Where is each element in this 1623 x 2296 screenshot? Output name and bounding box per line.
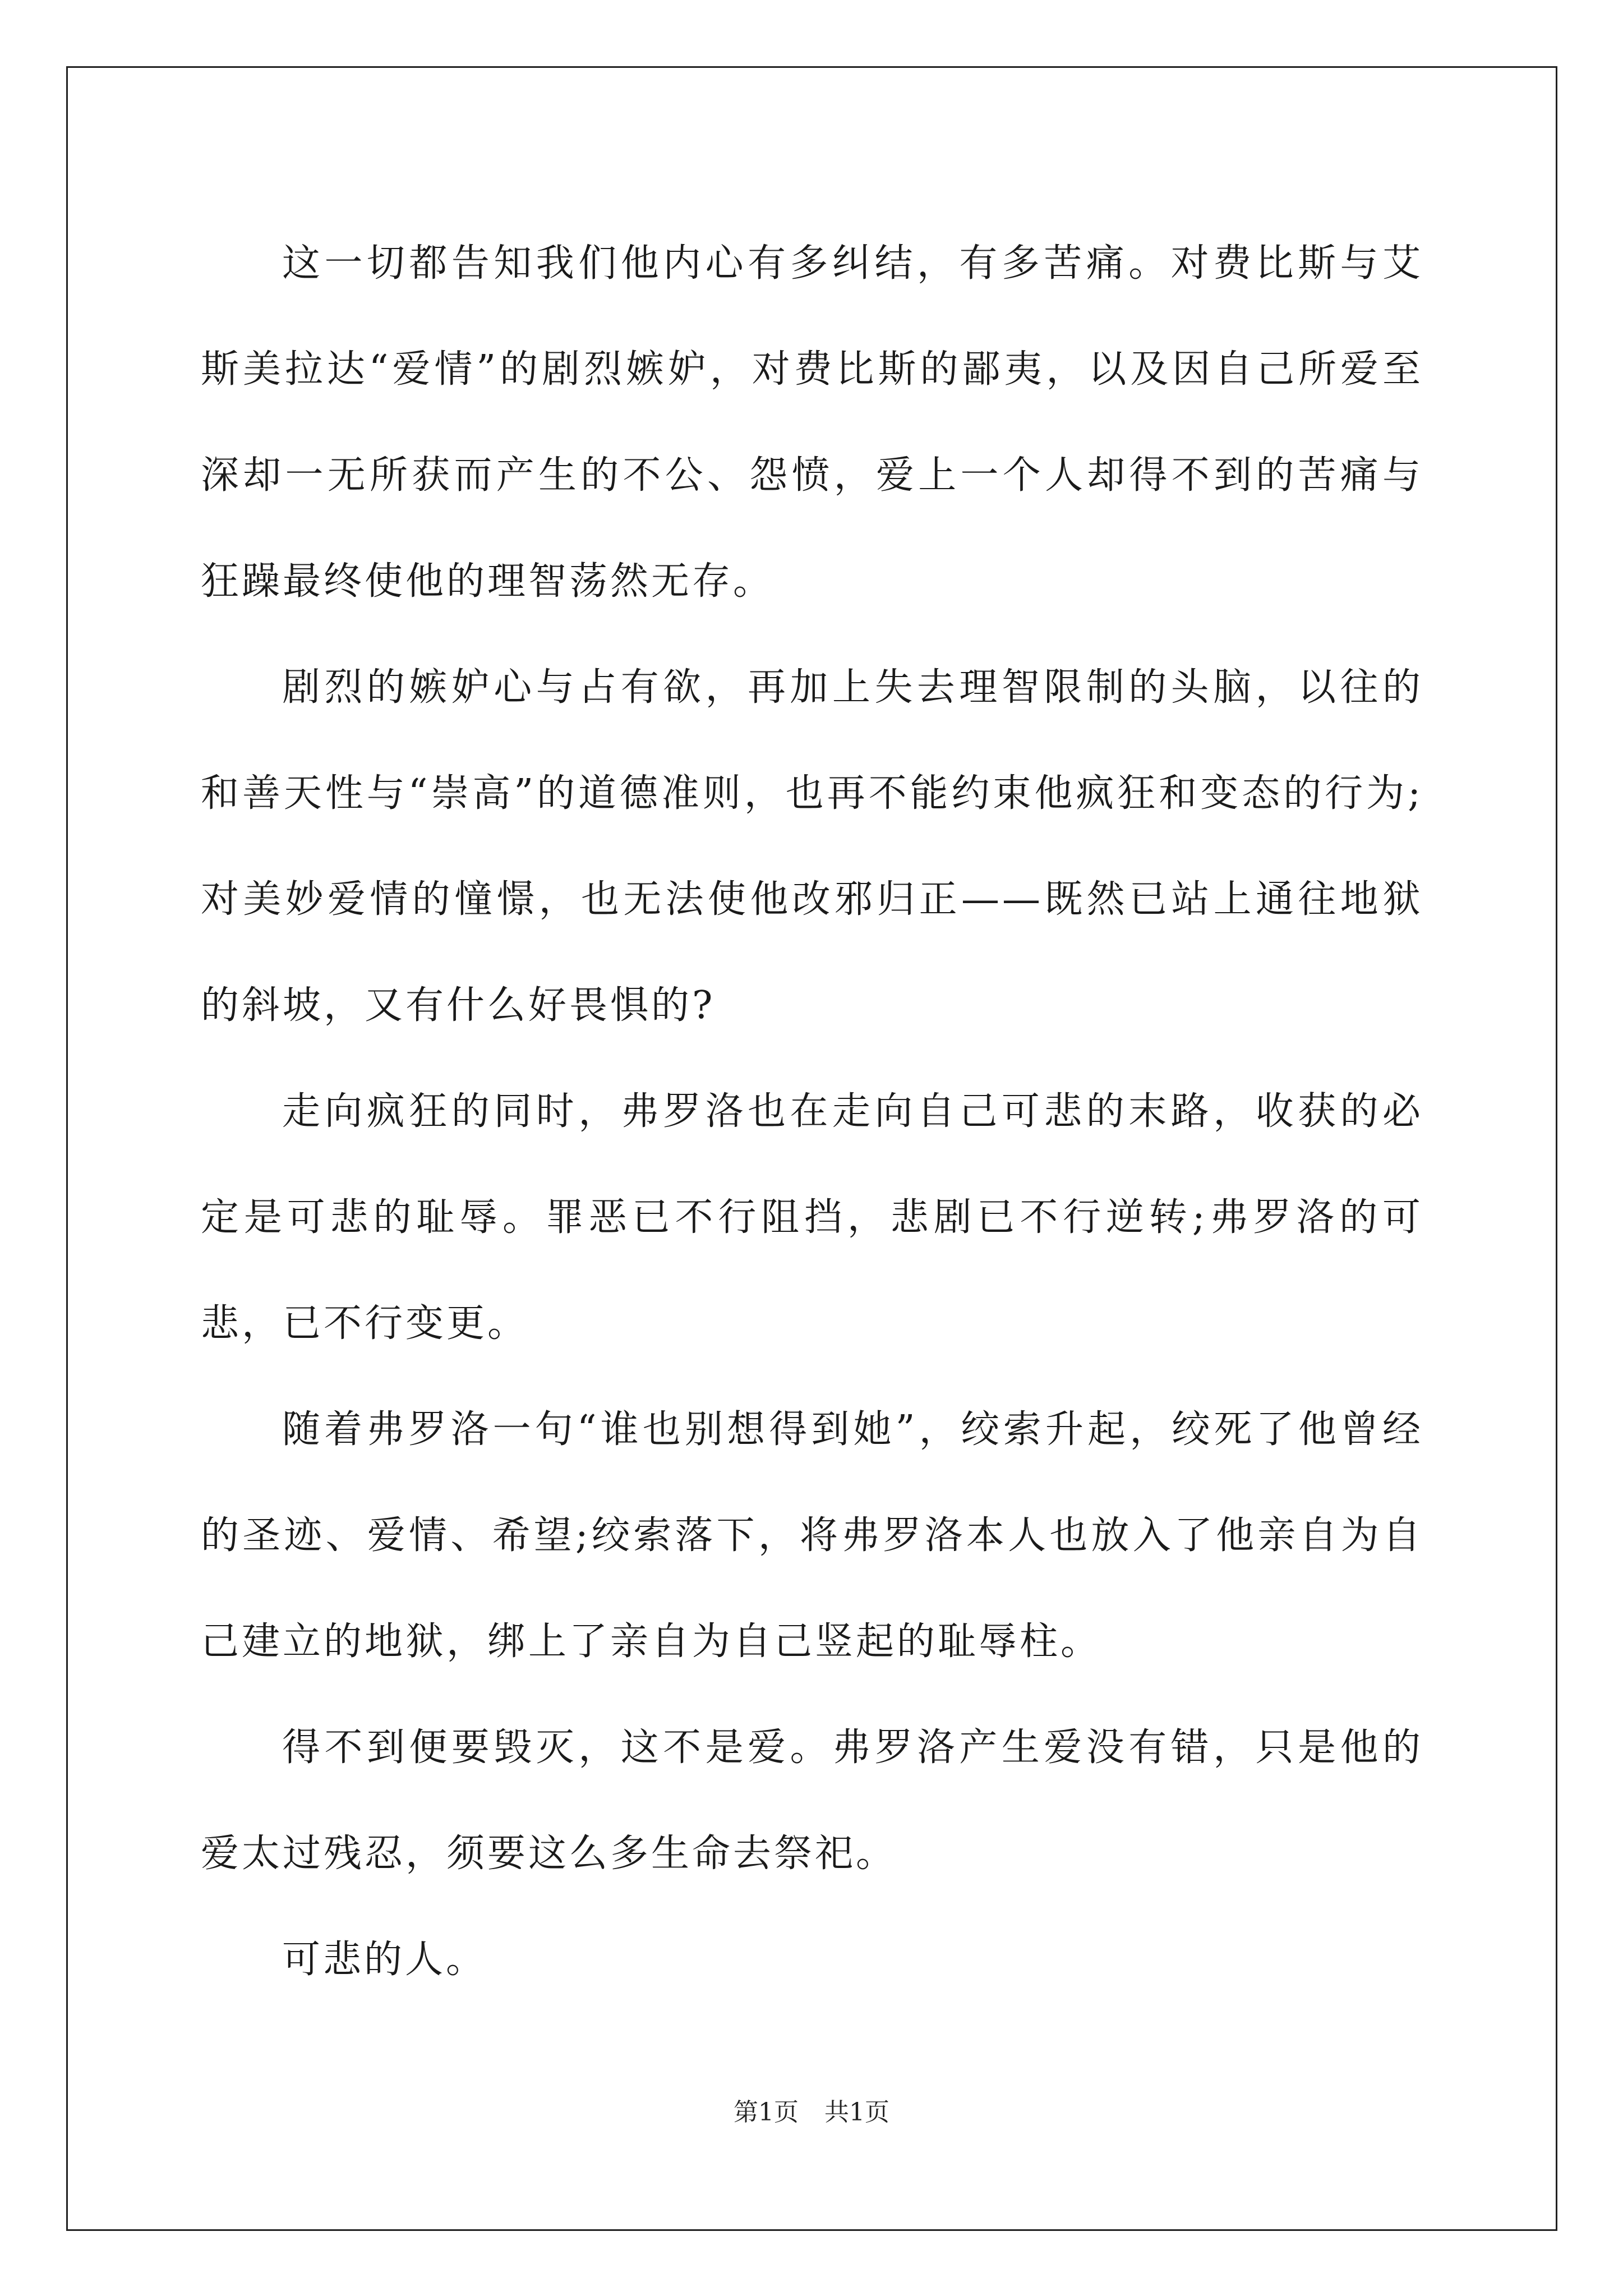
document-body <box>201 210 1423 2013</box>
paragraph-1: 这一切都告知我们他内心有多纠结，有多苦痛。对费比斯与艾斯美拉达“爱情”的剧烈嫉妒，对费比斯的鄙夷，以及因自己所爱至深却一无所获而产生的不公、怨愤，爱上一个人却得不到的苦痛与狂躁最终使他的理智荡然无存。 <box>201 241 1423 604</box>
paragraph-2: 剧烈的嫉妒心与占有欲，再加上失去理智限制的头脑，以往的和善天性与“崇高”的道德准则，也再不能约束他疯狂和变态的行为;对美妙爱情的憧憬，也无法使他改邪归正——既然已站上通往地狱的斜坡，又有什么好畏惧的? <box>201 665 1423 1028</box>
paragraph-3: 走向疯狂的同时，弗罗洛也在走向自己可悲的末路，收获的必定是可悲的耻辱。罪恶已不行阻挡，悲剧已不行逆转;弗罗洛的可悲，已不行变更。 <box>201 1089 1423 1346</box>
paragraph-4: 随着弗罗洛一句“谁也别想得到她”，绞索升起，绞死了他曾经的圣迹、爱情、希望;绞索落下，将弗罗洛本人也放入了他亲自为自己建立的地狱，绑上了亲自为自己竖起的耻辱柱。 <box>201 1407 1423 1664</box>
page-number: 第1页 <box>734 2098 799 2127</box>
page-footer <box>0 2096 1623 2129</box>
page-total: 共1页 <box>824 2098 889 2127</box>
paragraph-6: 可悲的人。 <box>282 1938 487 1982</box>
paragraph-5: 得不到便要毁灭，这不是爱。弗罗洛产生爱没有错，只是他的爱太过残忍，须要这么多生命去祭祀。 <box>201 1726 1423 1876</box>
